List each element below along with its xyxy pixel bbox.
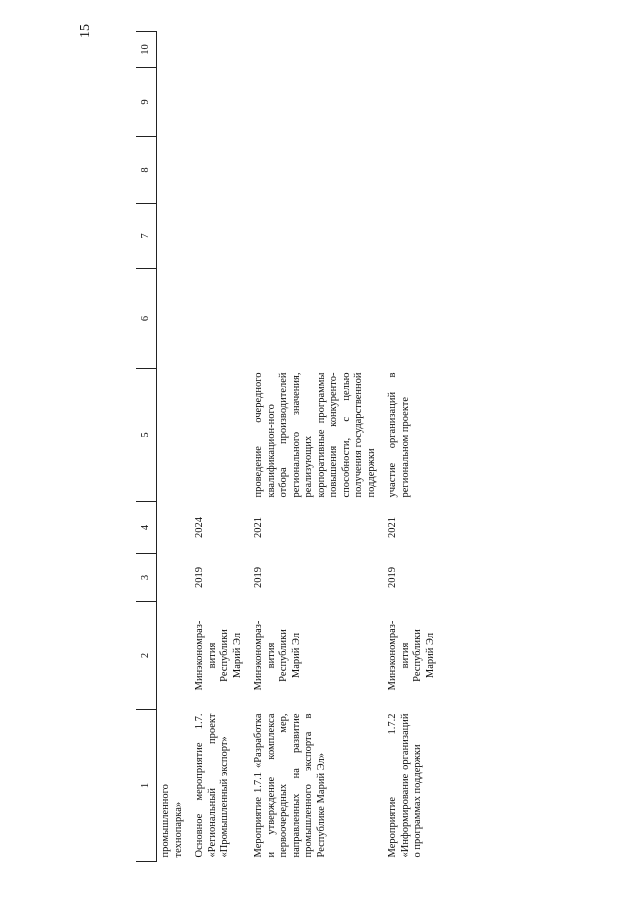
- column-header-2: 2: [136, 602, 157, 710]
- start-year: 2019: [387, 567, 398, 588]
- measure-name: Мероприятие 1.7.1 «Разработка и утверждение комплекса первоочередных мер, направленных на развитие промышленного экспорта в Республике Марий Эл»: [253, 713, 327, 858]
- start-year: 2019: [253, 567, 264, 588]
- column-number-row: [136, 32, 157, 862]
- executor: Минэкономраз- вития Республики Марий Эл: [194, 620, 243, 691]
- table-row: [191, 32, 250, 862]
- table-row: [157, 32, 192, 862]
- executor: Минэкономраз- вития Республики Марий Эл: [253, 620, 302, 691]
- column-header-1: 1: [136, 710, 157, 862]
- column-header-4: 4: [136, 502, 157, 554]
- column-header-5: 5: [136, 369, 157, 502]
- expected-result: участие организаций в региональном проекте: [387, 372, 411, 498]
- page-number: 15: [78, 24, 93, 38]
- expected-result: проведение очередного квалификацион-ного отбора производителей регионального значения, реализующих корпоративные программы повышения конкуренто-способности, с целью получения государственной поддержки: [253, 372, 377, 498]
- measures-table: [136, 31, 443, 862]
- end-year: 2021: [253, 517, 264, 538]
- end-year: [157, 502, 192, 554]
- column-header-6: 6: [136, 269, 157, 369]
- executor: Минэкономраз- вития Республики Марий Эл: [387, 620, 436, 691]
- measure-name: промышленного технопарка»: [160, 784, 184, 858]
- expected-result: [191, 369, 250, 502]
- start-year: [157, 554, 192, 602]
- start-year: 2019: [194, 567, 205, 588]
- measure-name: Мероприятие 1.7.2 «Информирование организаций о программах поддержки: [387, 713, 423, 858]
- column-header-3: 3: [136, 554, 157, 602]
- expected-result: [157, 369, 192, 502]
- executor: [157, 602, 192, 710]
- end-year: 2021: [387, 517, 398, 538]
- table-row: [384, 32, 443, 862]
- column-header-10: 10: [136, 32, 157, 68]
- table-row: [250, 32, 384, 862]
- column-header-7: 7: [136, 204, 157, 269]
- measure-name: Основное мероприятие 1.7. «Региональный проект «Промышленный экспорт»: [194, 713, 230, 858]
- end-year: 2024: [194, 517, 205, 538]
- column-header-8: 8: [136, 137, 157, 204]
- rotated-page-content: [136, 32, 536, 862]
- column-header-9: 9: [136, 68, 157, 137]
